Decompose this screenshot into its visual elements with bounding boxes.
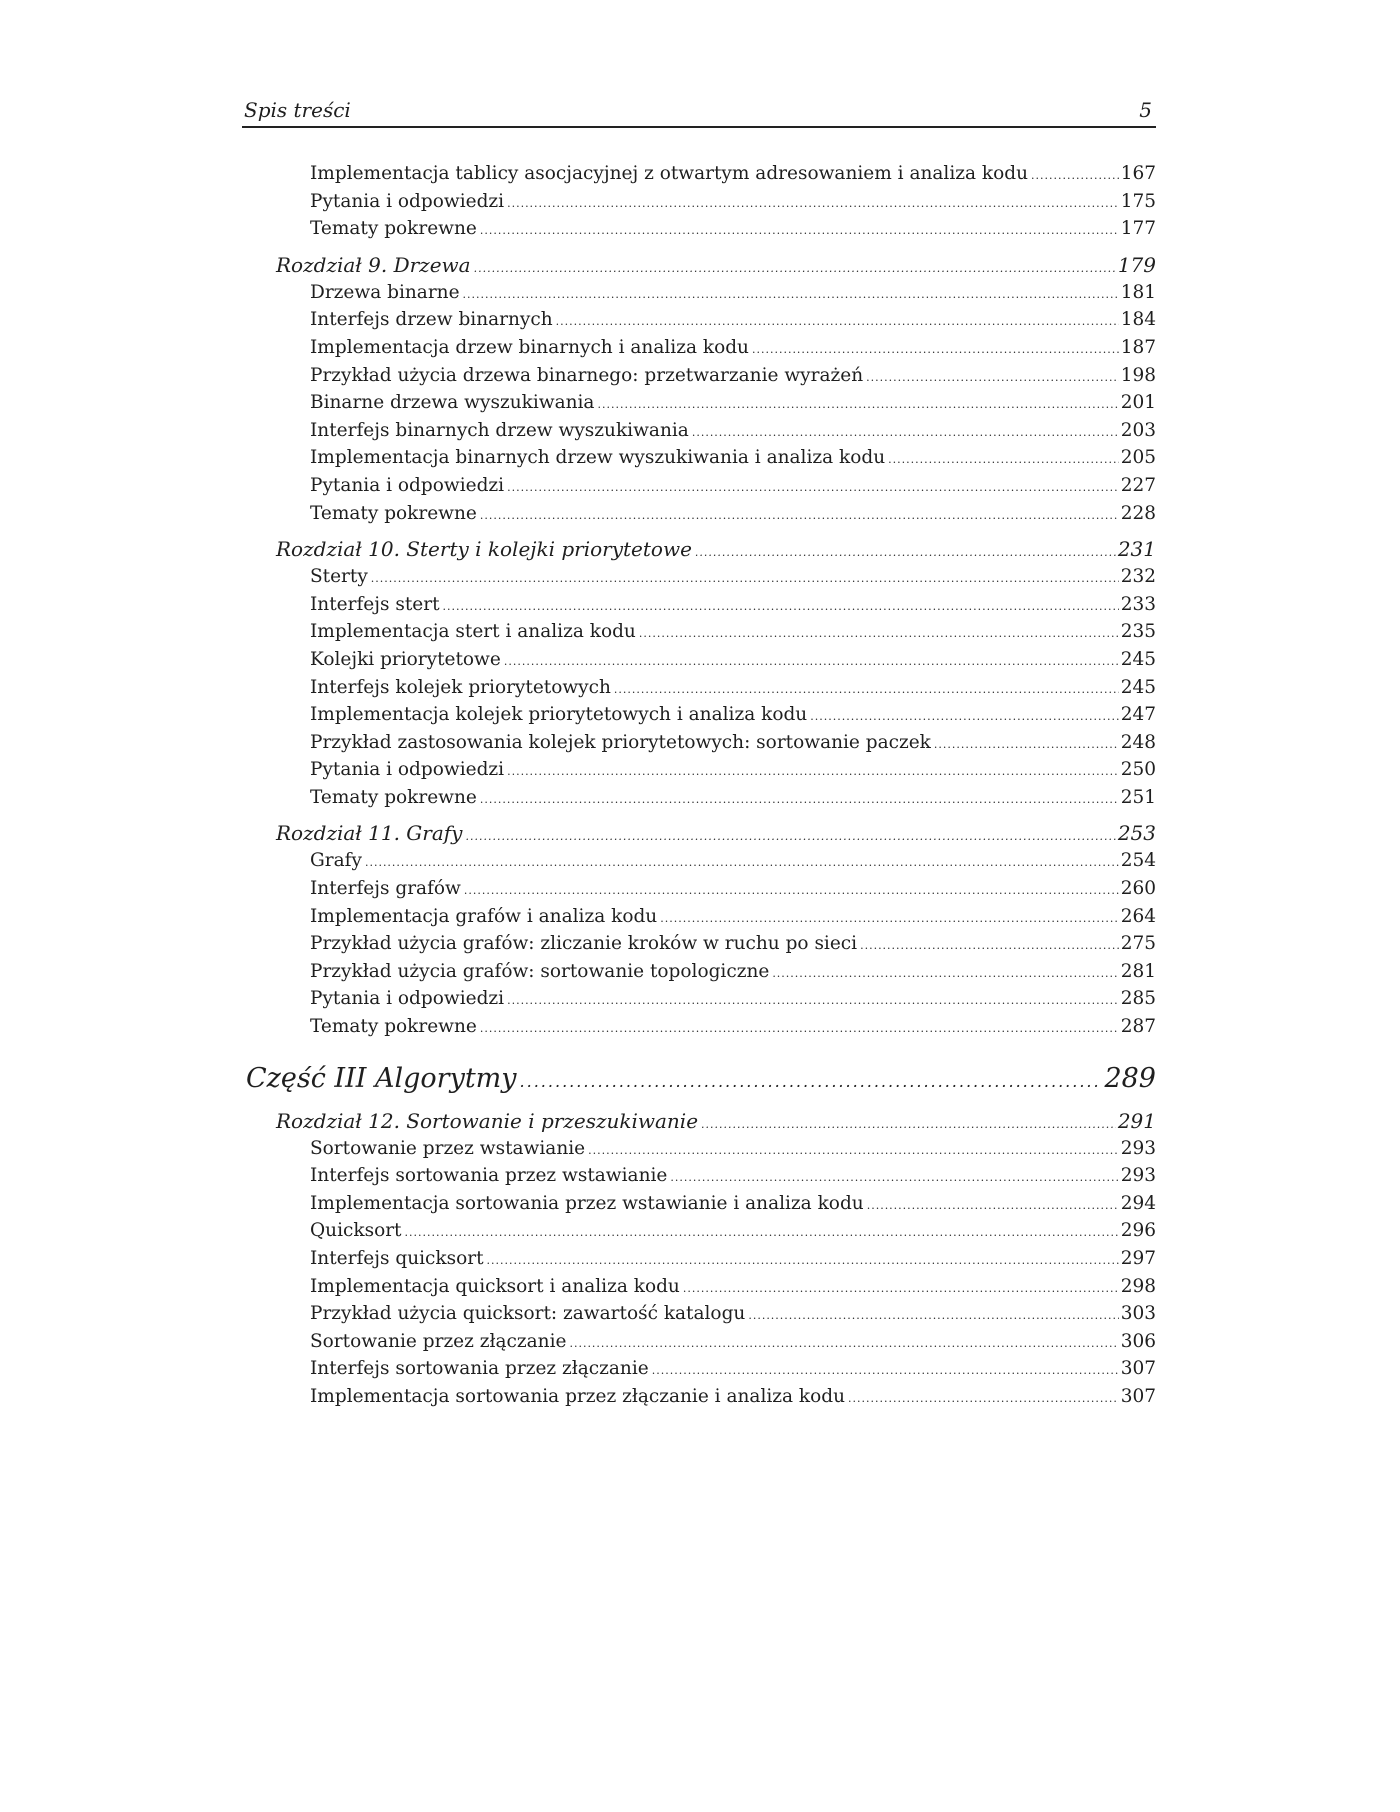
toc-entry-title: Sortowanie przez złączanie <box>310 1330 567 1352</box>
toc-section-entry <box>242 847 1156 875</box>
dot-leader <box>614 676 1119 702</box>
toc-entry-title: Implementacja grafów i analiza kodu <box>310 905 658 927</box>
toc-entry-page-number: 260 <box>1120 878 1156 900</box>
toc-entry-page-number: 205 <box>1120 447 1156 469</box>
toc-entry-page-number: 307 <box>1120 1385 1156 1407</box>
dot-leader <box>639 620 1119 646</box>
toc-entry-title: Przykład użycia drzewa binarnego: przetwarzanie wyrażeń <box>310 364 864 386</box>
header-title: Spis treści <box>244 98 351 122</box>
toc-entry-title: Rozdział 10. Sterty i kolejki priorytetowe <box>276 537 692 562</box>
toc-entry-title: Przykład użycia quicksort: zawartość katalogu <box>310 1303 746 1325</box>
toc-entry-page-number: 181 <box>1120 281 1156 303</box>
toc-section-entry <box>242 1217 1156 1245</box>
toc-section-entry <box>242 985 1156 1013</box>
dot-leader <box>695 539 1116 563</box>
dot-leader <box>480 1015 1119 1041</box>
toc-entry-page-number: 275 <box>1120 933 1156 955</box>
toc-section-entry <box>242 1328 1156 1356</box>
toc-entry-page-number: 254 <box>1120 850 1156 872</box>
toc-entry-page-number: 232 <box>1120 566 1156 588</box>
dot-leader <box>597 391 1118 417</box>
toc-entry-page-number: 287 <box>1120 1016 1156 1038</box>
toc-section-entry <box>242 875 1156 903</box>
toc-entry-page-number: 294 <box>1120 1192 1156 1214</box>
toc-entry-page-number: 227 <box>1120 474 1156 496</box>
dot-leader <box>507 474 1119 500</box>
toc-entry-page-number: 293 <box>1120 1137 1156 1159</box>
dot-leader <box>371 565 1119 591</box>
toc-entry-title: Interfejs sortowania przez wstawianie <box>310 1165 668 1187</box>
toc-section-entry <box>242 784 1156 812</box>
dot-leader <box>507 987 1119 1013</box>
toc-entry-page-number: 198 <box>1120 364 1156 386</box>
toc-section-entry <box>242 500 1156 528</box>
toc-entry-title: Implementacja sortowania przez złączanie i analiza kodu <box>310 1385 846 1407</box>
toc-section-entry <box>242 389 1156 417</box>
toc-section-entry <box>242 160 1156 188</box>
toc-entry-title: Implementacja tablicy asocjacyjnej z otwartym adresowaniem i analiza kodu <box>310 163 1029 184</box>
toc-entry-page-number: 251 <box>1120 786 1156 808</box>
running-header <box>242 96 1156 128</box>
toc-part-entry <box>242 1059 1156 1099</box>
dot-leader <box>520 1062 1103 1099</box>
toc-entry-title: Tematy pokrewne <box>310 786 477 808</box>
toc-entry-title: Implementacja sortowania przez wstawianie i analiza kodu <box>310 1192 864 1214</box>
dot-leader <box>365 849 1119 875</box>
dot-leader <box>480 217 1119 243</box>
toc-entry-title: Interfejs binarnych drzew wyszukiwania <box>310 419 689 441</box>
toc-entry-page-number: 228 <box>1120 502 1156 524</box>
toc-entry-page-number: 296 <box>1120 1220 1156 1242</box>
toc-section-entry <box>242 756 1156 784</box>
toc-entry-page-number: 177 <box>1120 218 1156 240</box>
dot-leader <box>463 281 1119 307</box>
dot-leader <box>866 364 1119 390</box>
dot-leader <box>652 1357 1119 1383</box>
toc-entry-page-number: 245 <box>1120 648 1156 670</box>
toc-section-entry <box>242 591 1156 619</box>
toc-section-entry <box>242 958 1156 986</box>
toc-entry-page-number: 231 <box>1117 537 1156 562</box>
toc-entry-page-number: 179 <box>1117 252 1156 277</box>
toc-entry-page-number: 247 <box>1120 704 1156 726</box>
toc-section-entry <box>242 444 1156 472</box>
table-of-contents <box>242 160 1156 1411</box>
toc-entry-page-number: 175 <box>1120 190 1156 212</box>
toc-entry-title: Interfejs sortowania przez złączanie <box>310 1358 649 1380</box>
toc-entry-title: Pytania i odpowiedzi <box>310 474 505 496</box>
toc-entry-title: Sortowanie przez wstawianie <box>310 1137 586 1159</box>
toc-entry-page-number: 289 <box>1104 1062 1156 1094</box>
toc-chapter-entry <box>242 251 1156 279</box>
toc-entry-page-number: 297 <box>1120 1248 1156 1269</box>
dot-leader <box>404 1219 1118 1245</box>
toc-entry-page-number: 201 <box>1120 392 1156 414</box>
dot-leader <box>683 1275 1119 1301</box>
dot-leader <box>504 648 1119 674</box>
toc-section-entry <box>242 563 1156 591</box>
toc-entry-title: Tematy pokrewne <box>310 1016 477 1038</box>
toc-entry-page-number: 248 <box>1120 731 1156 753</box>
toc-entry-title: Binarne drzewa wyszukiwania <box>310 392 595 414</box>
dot-leader <box>443 593 1119 619</box>
dot-leader <box>464 877 1119 903</box>
dot-leader <box>888 446 1119 472</box>
toc-section-entry <box>242 1273 1156 1301</box>
dot-leader <box>692 419 1119 445</box>
toc-entry-page-number: 281 <box>1120 960 1156 982</box>
toc-section-entry <box>242 701 1156 729</box>
toc-entry-page-number: 264 <box>1120 905 1156 927</box>
toc-entry-page-number: 187 <box>1120 336 1156 358</box>
toc-entry-page-number: 306 <box>1120 1330 1156 1352</box>
toc-section-entry <box>242 1383 1156 1411</box>
toc-section-entry <box>242 674 1156 702</box>
toc-entry-title: Interfejs stert <box>310 593 440 615</box>
toc-entry-title: Przykład zastosowania kolejek priorytetowych: sortowanie paczek <box>310 731 931 753</box>
toc-section-entry <box>242 1300 1156 1328</box>
toc-entry-page-number: 235 <box>1120 621 1156 643</box>
toc-entry-title: Część III Algorytmy <box>246 1062 517 1094</box>
dot-leader <box>701 1111 1116 1135</box>
toc-entry-title: Kolejki priorytetowe <box>310 648 501 670</box>
toc-section-entry <box>242 1162 1156 1190</box>
dot-leader <box>752 336 1119 362</box>
dot-leader <box>556 308 1119 334</box>
toc-section-entry <box>242 1013 1156 1041</box>
toc-section-entry <box>242 646 1156 674</box>
dot-leader <box>480 786 1119 812</box>
toc-entry-title: Interfejs kolejek priorytetowych <box>310 676 611 698</box>
toc-entry-page-number: 307 <box>1120 1358 1156 1380</box>
toc-section-entry <box>242 930 1156 958</box>
toc-entry-page-number: 167 <box>1120 163 1156 184</box>
dot-leader <box>660 905 1118 931</box>
toc-section-entry <box>242 903 1156 931</box>
toc-entry-title: Implementacja drzew binarnych i analiza kodu <box>310 336 749 358</box>
toc-entry-title: Quicksort <box>310 1220 402 1242</box>
toc-section-entry <box>242 334 1156 362</box>
dot-leader <box>810 703 1118 729</box>
toc-section-entry <box>242 472 1156 500</box>
dot-leader <box>848 1385 1119 1411</box>
toc-entry-page-number: 291 <box>1117 1108 1156 1133</box>
toc-entry-title: Pytania i odpowiedzi <box>310 190 505 212</box>
dot-leader <box>507 758 1119 784</box>
toc-entry-title: Tematy pokrewne <box>310 218 477 240</box>
toc-entry-title: Drzewa binarne <box>310 281 460 303</box>
toc-entry-title: Interfejs drzew binarnych <box>310 309 553 331</box>
toc-entry-page-number: 250 <box>1120 759 1156 781</box>
toc-entry-page-number: 203 <box>1120 419 1156 441</box>
toc-chapter-entry <box>242 819 1156 847</box>
toc-entry-title: Implementacja quicksort i analiza kodu <box>310 1275 680 1297</box>
toc-entry-title: Implementacja stert i analiza kodu <box>310 621 636 643</box>
toc-entry-title: Implementacja kolejek priorytetowych i analiza kodu <box>310 704 808 726</box>
dot-leader <box>474 255 1116 279</box>
toc-entry-title: Grafy <box>310 850 362 872</box>
toc-entry-title: Rozdział 11. Grafy <box>276 821 463 846</box>
toc-section-entry <box>242 1245 1156 1273</box>
toc-chapter-entry <box>242 1107 1156 1135</box>
toc-entry-page-number: 245 <box>1120 676 1156 698</box>
dot-leader <box>507 190 1119 216</box>
toc-entry-title: Pytania i odpowiedzi <box>310 988 505 1010</box>
dot-leader <box>670 1164 1118 1190</box>
dot-leader <box>480 502 1119 528</box>
toc-entry-title: Pytania i odpowiedzi <box>310 759 505 781</box>
dot-leader <box>569 1330 1118 1356</box>
toc-section-entry <box>242 215 1156 243</box>
header-page-number: 5 <box>1139 98 1152 122</box>
toc-entry-title: Rozdział 12. Sortowanie i przeszukiwanie <box>276 1108 699 1133</box>
toc-entry-page-number: 184 <box>1120 309 1156 331</box>
dot-leader <box>860 932 1119 958</box>
toc-entry-page-number: 285 <box>1120 988 1156 1010</box>
toc-section-entry <box>242 729 1156 757</box>
toc-entry-title: Interfejs grafów <box>310 878 461 900</box>
toc-section-entry <box>242 1135 1156 1163</box>
dot-leader <box>487 1247 1119 1273</box>
dot-leader <box>867 1192 1119 1218</box>
toc-section-entry <box>242 618 1156 646</box>
dot-leader <box>748 1302 1118 1328</box>
toc-entry-page-number: 233 <box>1120 593 1156 615</box>
toc-section-entry <box>242 417 1156 445</box>
toc-entry-page-number: 293 <box>1120 1165 1156 1187</box>
toc-entry-page-number: 298 <box>1120 1275 1156 1297</box>
toc-chapter-entry <box>242 535 1156 563</box>
toc-entry-title: Sterty <box>310 566 368 588</box>
toc-entry-page-number: 253 <box>1117 821 1156 846</box>
toc-entry-title: Przykład użycia grafów: zliczanie kroków w ruchu po sieci <box>310 933 858 955</box>
toc-entry-title: Rozdział 9. Drzewa <box>276 252 471 277</box>
toc-entry-page-number: 303 <box>1120 1303 1156 1325</box>
toc-entry-title: Implementacja binarnych drzew wyszukiwania i analiza kodu <box>310 447 886 469</box>
toc-entry-title: Tematy pokrewne <box>310 502 477 524</box>
dot-leader <box>1031 162 1119 188</box>
toc-section-entry <box>242 362 1156 390</box>
toc-section-entry <box>242 306 1156 334</box>
toc-section-entry <box>242 188 1156 216</box>
dot-leader <box>465 823 1115 847</box>
dot-leader <box>588 1137 1119 1163</box>
dot-leader <box>934 731 1119 757</box>
dot-leader <box>772 960 1118 986</box>
toc-section-entry <box>242 279 1156 307</box>
toc-entry-title: Przykład użycia grafów: sortowanie topologiczne <box>310 960 770 982</box>
toc-section-entry <box>242 1190 1156 1218</box>
toc-section-entry <box>242 1355 1156 1383</box>
toc-entry-title: Interfejs quicksort <box>310 1248 484 1269</box>
